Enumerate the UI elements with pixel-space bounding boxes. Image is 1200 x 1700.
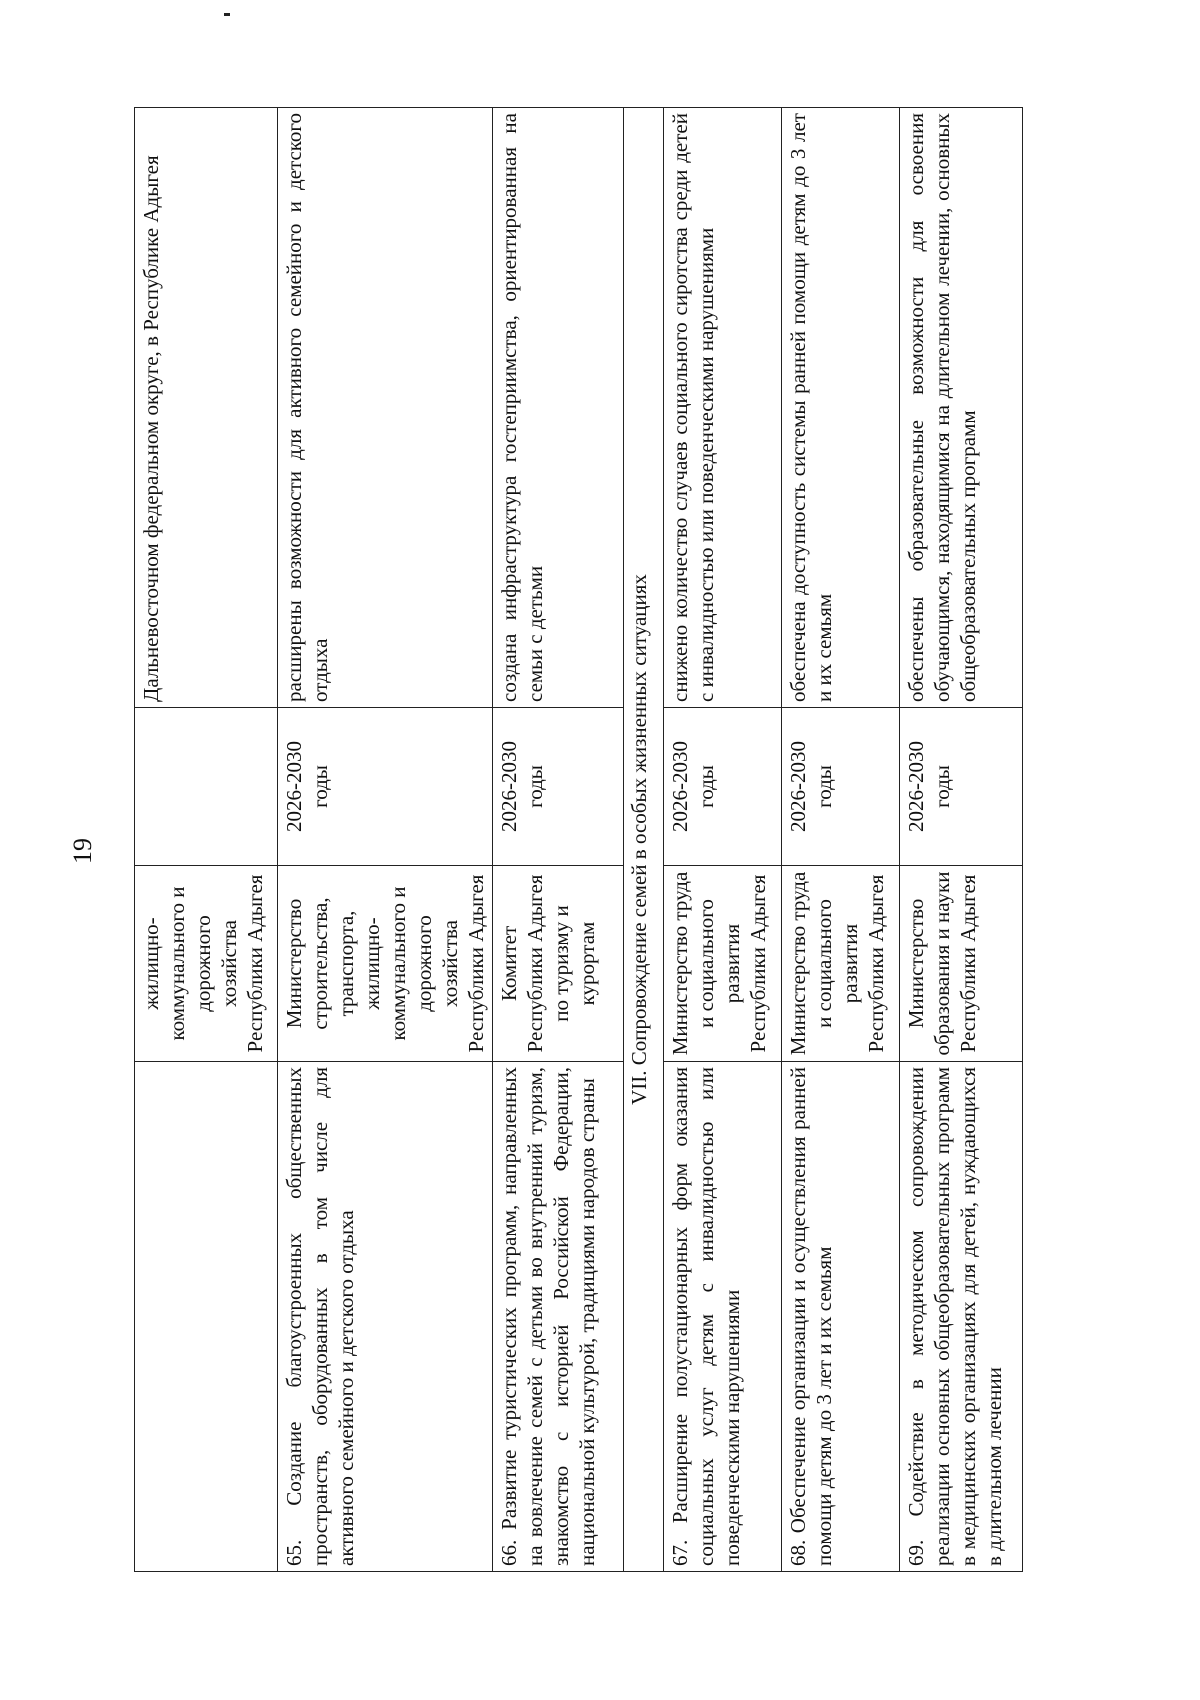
responsible-organization — [278, 866, 493, 1062]
page-number: 19 — [68, 838, 97, 864]
expected-result: расширены возможности для активного семейного и детского отдыха — [278, 108, 493, 708]
organization-line: коммунального и — [165, 886, 190, 1041]
expected-result: создана инфраструктура гостеприимства, ориентированная на семьи с детьми — [493, 108, 624, 708]
period-line: годы — [308, 765, 333, 808]
implementation-period — [664, 708, 782, 866]
organization-line: курортам — [575, 921, 600, 1006]
measure-description: 67. Расширение полустационарных форм оказания социальных услуг детям с инвалидностью или поведенческими нарушениями — [664, 1062, 782, 1572]
organization-line: и социального — [694, 899, 719, 1028]
table-row — [664, 108, 782, 1572]
organization-line: жилищно- — [360, 917, 385, 1010]
period-line: 2026-2030 — [786, 741, 811, 832]
organization-line: дорожного — [191, 915, 216, 1012]
measure-description: 69. Содействие в методическом сопровождении реализации основных общеобразовательных программ в медицинских организациях для детей, нуждающихся в длительном лечении — [900, 1062, 1023, 1572]
responsible-organization — [135, 866, 278, 1062]
expected-result: Дальневосточном федеральном округе, в Республике Адыгея — [135, 108, 278, 708]
organization-line: Министерство труда — [668, 871, 693, 1056]
measure-description: 68. Обеспечение организации и осуществления ранней помощи детям до 3 лет и их семьям — [782, 1062, 900, 1572]
organization-line: Республики Адыгея — [864, 874, 889, 1053]
organization-line: Республики Адыгея — [523, 874, 548, 1053]
implementation-period — [493, 708, 624, 866]
measure-description — [135, 1062, 278, 1572]
organization-line: развития — [838, 923, 863, 1004]
period-line: 2026-2030 — [497, 741, 522, 832]
responsible-organization — [664, 866, 782, 1062]
period-line: 2026-2030 — [904, 741, 929, 832]
organization-line: хозяйства — [438, 920, 463, 1007]
table-row — [782, 108, 900, 1572]
organization-line: строительства, — [308, 897, 333, 1030]
organization-line: Республики Адыгея — [746, 874, 771, 1053]
implementation-period — [782, 708, 900, 866]
responsible-organization — [900, 866, 1023, 1062]
period-line: 2026-2030 — [282, 741, 306, 832]
responsible-organization — [493, 866, 624, 1062]
period-line: годы — [694, 765, 719, 808]
organization-line: развития — [720, 923, 745, 1004]
implementation-period — [278, 708, 493, 866]
table-row — [278, 108, 493, 1572]
scan-mark — [224, 13, 230, 16]
organization-line: жилищно- — [139, 917, 163, 1010]
organization-line: Республики Адыгея — [243, 874, 268, 1053]
organization-line: дорожного — [412, 915, 437, 1012]
measure-description: 65. Создание благоустроенных общественных пространств, оборудованных в том числе для активного семейного и детского отдыха — [278, 1062, 493, 1572]
organization-line: образования и науки — [930, 871, 955, 1056]
implementation-period — [135, 708, 278, 866]
organization-line: транспорта, — [334, 910, 359, 1017]
organization-line: коммунального и — [386, 886, 411, 1041]
table-row — [900, 108, 1023, 1572]
organization-line: Республики Адыгея — [464, 874, 489, 1053]
expected-result: обеспечена доступность системы ранней помощи детям до 3 лет и их семьям — [782, 108, 900, 708]
organization-line: и социального — [812, 899, 837, 1028]
organization-line: Министерство — [282, 898, 306, 1029]
organization-line: по туризму и — [549, 905, 574, 1022]
table-row — [493, 108, 624, 1572]
organization-line: Министерство — [904, 898, 929, 1029]
measures-table — [134, 107, 1023, 1572]
responsible-organization — [782, 866, 900, 1062]
table-row — [135, 108, 278, 1572]
organization-line: Министерство труда — [786, 871, 811, 1056]
rotated-table-wrapper — [134, 108, 1063, 1572]
organization-line: Республики Адыгея — [956, 874, 981, 1053]
expected-result: снижено количество случаев социального сиротства среди детей с инвалидностью или поведенческими нарушениями — [664, 108, 782, 708]
period-line: 2026-2030 — [668, 741, 693, 832]
section-row — [624, 108, 664, 1572]
organization-line: Комитет — [497, 925, 522, 1002]
period-line: годы — [812, 765, 837, 808]
period-line: годы — [523, 765, 548, 808]
implementation-period — [900, 708, 1023, 866]
period-line: годы — [930, 765, 955, 808]
section-title: VII. Сопровождение семей в особых жизненных ситуациях — [624, 108, 664, 1572]
measure-description: 66. Развитие туристических программ, направленных на вовлечение семей с детьми во внутренний туризм, знакомство с историей Российской Федерации, национальной культурой, традициями народов страны — [493, 1062, 624, 1572]
expected-result: обеспечены образовательные возможности для освоения обучающимся, находящимися на длительном лечении, основных общеобразовательных программ — [900, 108, 1023, 708]
table-body — [135, 108, 1023, 1572]
organization-line: хозяйства — [217, 920, 242, 1007]
